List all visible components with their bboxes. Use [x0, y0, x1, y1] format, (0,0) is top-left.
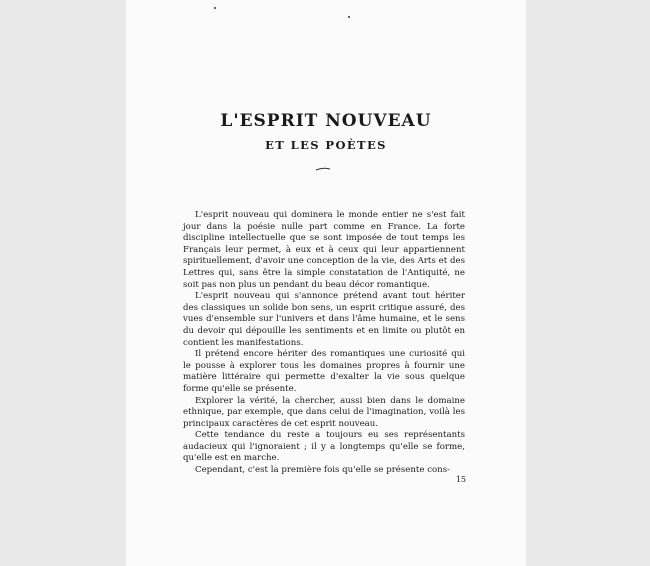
- print-speck: [348, 16, 350, 18]
- paragraph: Cette tendance du reste a toujours eu ses représentants audacieux qui l'ignoraient ; il y a longtemps qu'elle se forme, qu'elle est en marche.: [183, 430, 465, 464]
- print-speck: [214, 7, 216, 9]
- paragraph: Explorer la vérité, la chercher, aussi bien dans le domaine ethnique, par exemple, que dans celui de l'imagination, voilà les principaux caractères de cet esprit nouveau.: [183, 395, 465, 429]
- chapter-subtitle: ET LES POÈTES: [265, 138, 387, 152]
- paragraph: Cependant, c'est la première fois qu'elle se présente cons-: [195, 465, 451, 476]
- ornament-mark: [314, 165, 332, 173]
- paragraph: Il prétend encore hériter des romantiques une curiosité qui le pousse à explorer tous les domaines propres à fournir une matière littéraire qui permette d'exalter la vie sous quelque forme qu'elle se présente.: [183, 349, 465, 394]
- page-number: 15: [455, 475, 466, 484]
- paragraph: L'esprit nouveau qui dominera le monde entier ne s'est fait jour dans la poésie nulle part comme en France. La forte discipline intellectuelle que se sont imposée de tout temps les Français leur permet, à eux et à ceux qui leur appartiennent spirituellement, d'avoir une conception de la vie, des Arts et des Lettres qui, sans être la simple constatation de l'Antiquité, ne soit pas non plus un pendant du beau décor romantique.: [183, 210, 465, 290]
- paragraph: L'esprit nouveau qui s'annonce prétend avant tout hériter des classiques un solide bon sens, un esprit critique assuré, des vues d'ensemble sur l'univers et dans l'âme humaine, et le sens du devoir qui dépouille les sentiments et en limite ou plutôt en contient les manifestations.: [183, 291, 465, 348]
- book-page: [126, 0, 526, 566]
- body-text: [183, 210, 465, 477]
- chapter-title: L'ESPRIT NOUVEAU: [220, 111, 432, 131]
